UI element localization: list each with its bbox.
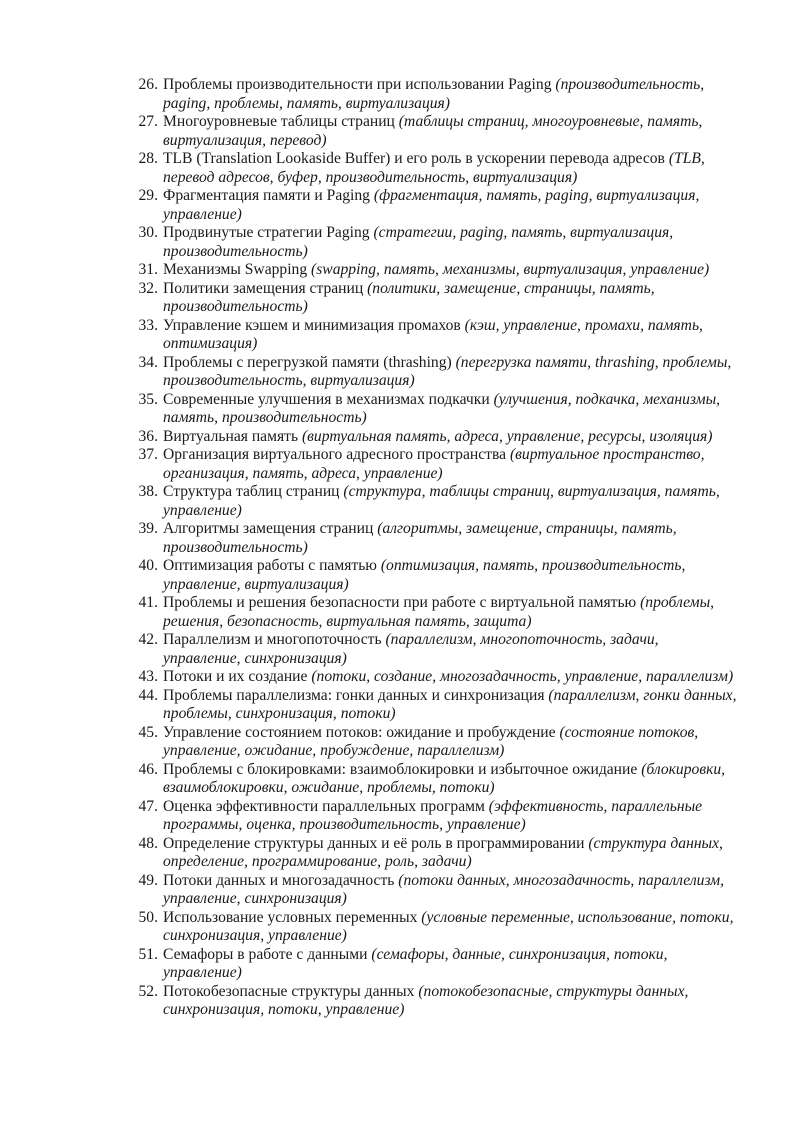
item-keywords: (потоки данных, многозадачность, параллелизм, управление, синхронизация) xyxy=(163,871,724,907)
list-item xyxy=(120,520,740,557)
item-title: Организация виртуального адресного пространства xyxy=(163,446,510,463)
item-number: 29. xyxy=(138,187,158,204)
item-keywords: (потокобезопасные, структуры данных, синхронизация, потоки, управление) xyxy=(163,982,689,1018)
item-number: 41. xyxy=(138,594,158,611)
list-item xyxy=(120,631,740,668)
item-title: Параллелизм и многопоточность xyxy=(163,631,386,648)
list-item xyxy=(120,261,740,280)
list-item xyxy=(120,224,740,261)
list-item xyxy=(120,909,740,946)
item-title: Проблемы с блокировками: взаимоблокировки и избыточное ожидание xyxy=(163,760,642,778)
list-item xyxy=(120,76,740,113)
item-keywords: (семафоры, данные, синхронизация, потоки, управление) xyxy=(163,945,668,981)
item-keywords: (политики, замещение, страницы, память, производительность) xyxy=(163,279,655,315)
list-item xyxy=(120,317,740,354)
item-keywords: (виртуальная память, адреса, управление, ресурсы, изоляция) xyxy=(301,427,713,445)
item-title: TLB (Translation Lookaside Buffer) и его роль в ускорении перевода адресов xyxy=(163,150,669,167)
list-item xyxy=(120,446,740,483)
item-title: Структура таблиц страниц xyxy=(163,483,344,500)
item-title: Определение структуры данных и её роль в программировании xyxy=(163,834,589,852)
item-number: 46. xyxy=(138,760,158,778)
item-title: Управление кэшем и минимизация промахов xyxy=(163,316,465,334)
item-title: Семафоры в работе с данными xyxy=(163,945,372,963)
item-keywords: (потоки, создание, многозадачность, управление, параллелизм) xyxy=(311,668,734,685)
item-number: 44. xyxy=(138,686,158,704)
list-item xyxy=(120,835,740,872)
list-item xyxy=(120,113,740,150)
item-number: 27. xyxy=(138,113,158,130)
item-title: Механизмы Swapping xyxy=(163,261,312,278)
list-item xyxy=(120,983,740,1020)
list-item xyxy=(120,798,740,835)
item-title: Многоуровневые таблицы страниц xyxy=(163,113,399,130)
list-item xyxy=(120,687,740,724)
list-item xyxy=(120,483,740,520)
topic-list xyxy=(120,76,740,1020)
item-number: 34. xyxy=(138,353,158,371)
item-keywords: (swapping, память, механизмы, виртуализация, управление) xyxy=(311,261,710,278)
item-keywords: (улучшения, подкачка, механизмы, память, производительность) xyxy=(163,390,721,426)
item-keywords: (параллелизм, многопоточность, задачи, управление, синхронизация) xyxy=(163,631,659,667)
item-number: 26. xyxy=(138,76,158,93)
item-title: Фрагментация памяти и Paging xyxy=(163,187,374,204)
item-title: Потоки данных и многозадачность xyxy=(163,871,399,889)
list-item xyxy=(120,391,740,428)
item-number: 45. xyxy=(138,723,158,741)
item-title: Алгоритмы замещения страниц xyxy=(163,520,378,537)
item-keywords: (блокировки, взаимоблокировки, ожидание, проблемы, потоки) xyxy=(163,760,726,796)
item-keywords: (оптимизация, память, производительность, управление, виртуализация) xyxy=(163,557,686,593)
item-keywords: (состояние потоков, управление, ожидание, пробуждение, параллелизм) xyxy=(163,723,699,759)
item-number: 50. xyxy=(138,908,158,926)
item-keywords: (фрагментация, память, paging, виртуализация, управление) xyxy=(163,187,700,223)
item-number: 43. xyxy=(138,668,158,685)
item-number: 52. xyxy=(138,982,158,1000)
item-keywords: (структура, таблицы страниц, виртуализация, память, управление) xyxy=(163,483,720,519)
item-keywords: (кэш, управление, промахи, память, оптимизация) xyxy=(163,316,703,352)
item-keywords: (эффективность, параллельные программы, оценка, производительность, управление) xyxy=(163,797,703,833)
item-title: Проблемы параллелизма: гонки данных и синхронизация xyxy=(163,686,549,704)
item-title: Современные улучшения в механизмах подкачки xyxy=(163,390,494,408)
item-number: 35. xyxy=(138,390,158,408)
item-keywords: (перегрузка памяти, thrashing, проблемы, производительность, виртуализация) xyxy=(163,353,732,389)
list-item xyxy=(120,354,740,391)
item-keywords: (таблицы страниц, многоуровневые, память, виртуализация, перевод) xyxy=(163,113,703,149)
item-number: 30. xyxy=(138,224,158,241)
item-number: 39. xyxy=(138,520,158,537)
item-title: Политики замещения страниц xyxy=(163,279,368,297)
item-number: 42. xyxy=(138,631,158,648)
list-item xyxy=(120,150,740,187)
item-title: Управление состоянием потоков: ожидание и пробуждение xyxy=(163,723,560,741)
item-keywords: (алгоритмы, замещение, страницы, память, производительность) xyxy=(163,520,677,556)
item-number: 49. xyxy=(138,871,158,889)
list-item xyxy=(120,594,740,631)
list-item xyxy=(120,557,740,594)
item-title: Оценка эффективности параллельных программ xyxy=(163,797,489,815)
item-keywords: (виртуальное пространство, организация, память, адреса, управление) xyxy=(163,446,705,482)
item-number: 32. xyxy=(138,279,158,297)
item-title: Продвинутые стратегии Paging xyxy=(163,224,374,241)
item-keywords: (TLB, перевод адресов, буфер, производительность, виртуализация) xyxy=(163,150,705,186)
item-keywords: (производительность, paging, проблемы, память, виртуализация) xyxy=(163,76,705,112)
list-item xyxy=(120,761,740,798)
item-number: 51. xyxy=(138,945,158,963)
item-number: 37. xyxy=(138,446,158,463)
item-keywords: (стратегии, paging, память, виртуализация, производительность) xyxy=(163,224,674,260)
item-number: 38. xyxy=(138,483,158,500)
item-number: 36. xyxy=(138,427,158,445)
item-title: Потокобезопасные структуры данных xyxy=(163,982,419,1000)
item-title: Потоки и их создание xyxy=(163,668,312,685)
item-number: 47. xyxy=(138,797,158,815)
item-keywords: (параллелизм, гонки данных, проблемы, синхронизация, потоки) xyxy=(163,686,737,722)
item-keywords: (условные переменные, использование, потоки, синхронизация, управление) xyxy=(163,908,734,944)
item-title: Виртуальная память xyxy=(163,427,302,445)
item-title: Проблемы производительности при использовании Paging xyxy=(163,76,556,93)
list-item xyxy=(120,280,740,317)
list-item xyxy=(120,872,740,909)
item-keywords: (проблемы, решения, безопасность, виртуальная память, защита) xyxy=(163,594,715,630)
item-title: Проблемы и решения безопасности при работе с виртуальной памятью xyxy=(163,594,641,611)
item-number: 31. xyxy=(138,261,158,278)
item-title: Использование условных переменных xyxy=(163,908,422,926)
list-item xyxy=(120,724,740,761)
list-item xyxy=(120,946,740,983)
list-item xyxy=(120,428,740,447)
item-title: Оптимизация работы с памятью xyxy=(163,557,381,574)
item-number: 28. xyxy=(138,150,158,167)
item-title: Проблемы с перегрузкой памяти (thrashing) xyxy=(163,353,456,371)
item-keywords: (структура данных, определение, программирование, роль, задачи) xyxy=(163,834,723,870)
item-number: 48. xyxy=(138,834,158,852)
list-item xyxy=(120,668,740,687)
item-number: 33. xyxy=(138,316,158,334)
list-item xyxy=(120,187,740,224)
item-number: 40. xyxy=(138,557,158,574)
